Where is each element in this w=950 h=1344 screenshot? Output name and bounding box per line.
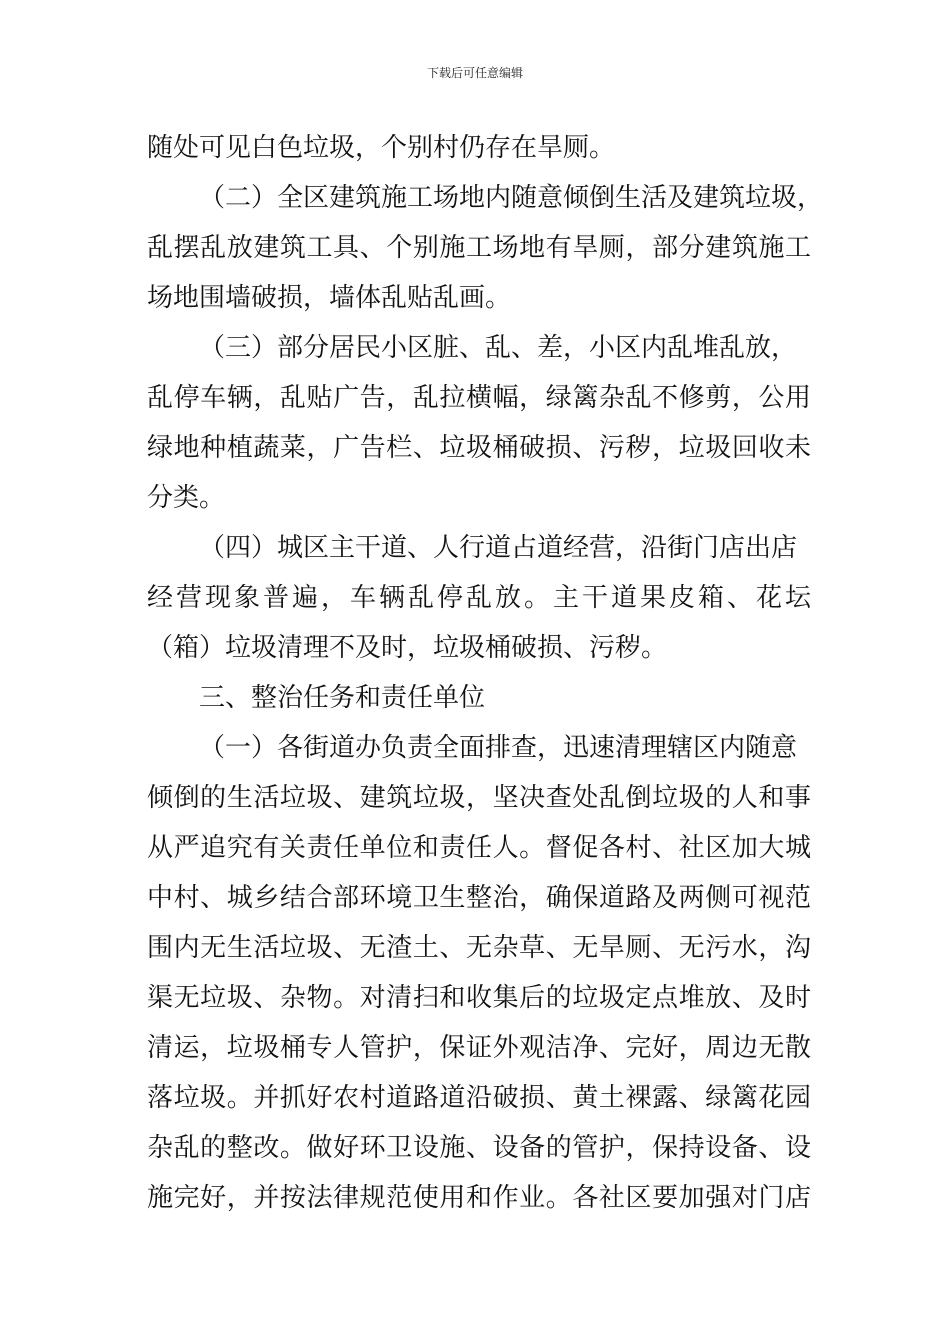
body-line: 清运，垃圾桶专人管护，保证外观洁净、完好，周边无散 bbox=[147, 1033, 811, 1063]
body-line: 落垃圾。并抓好农村道路道沿破损、黄土裸露、绿篱花园 bbox=[147, 1083, 811, 1113]
body-line: 围内无生活垃圾、无渣土、无杂草、无旱厕、无污水，沟 bbox=[147, 933, 811, 963]
body-line: 施完好，并按法律规范使用和作业。各社区要加强对门店 bbox=[147, 1183, 811, 1213]
body-line: 分类。 bbox=[147, 483, 226, 513]
section-heading: 三、整治任务和责任单位 bbox=[199, 683, 486, 713]
body-line: 场地围墙破损，墙体乱贴乱画。 bbox=[147, 283, 512, 313]
body-line: 乱摆乱放建筑工具、个别施工场地有旱厕，部分建筑施工 bbox=[147, 233, 811, 263]
body-line: 倾倒的生活垃圾、建筑垃圾，坚决查处乱倒垃圾的人和事 bbox=[147, 783, 811, 813]
body-line: （一）各街道办负责全面排查，迅速清理辖区内随意 bbox=[199, 733, 798, 763]
body-line: 经营现象普遍，车辆乱停乱放。主干道果皮箱、花坛 bbox=[147, 583, 811, 613]
body-line: 杂乱的整改。做好环卫设施、设备的管护，保持设备、设 bbox=[147, 1133, 811, 1163]
body-line: 中村、城乡结合部环境卫生整治，确保道路及两侧可视范 bbox=[147, 883, 811, 913]
body-line: 随处可见白色垃圾，个别村仍存在旱厕。 bbox=[147, 133, 616, 163]
body-line: 从严追究有关责任单位和责任人。督促各村、社区加大城 bbox=[147, 833, 811, 863]
body-line: 乱停车辆，乱贴广告，乱拉横幅，绿篱杂乱不修剪，公用 bbox=[147, 383, 811, 413]
body-line: 渠无垃圾、杂物。对清扫和收集后的垃圾定点堆放、及时 bbox=[147, 983, 811, 1013]
body-line: 绿地种植蔬菜，广告栏、垃圾桶破损、污秽，垃圾回收未 bbox=[147, 433, 811, 463]
body-line: （箱）垃圾清理不及时，垃圾桶破损、污秽。 bbox=[147, 633, 668, 663]
body-line: （四）城区主干道、人行道占道经营，沿街门店出店 bbox=[199, 533, 798, 563]
body-line: （三）部分居民小区脏、乱、差，小区内乱堆乱放， bbox=[199, 333, 798, 363]
page-header: 下载后可任意编辑 bbox=[426, 66, 523, 80]
body-line: （二）全区建筑施工场地内随意倾倒生活及建筑垃圾， bbox=[199, 183, 824, 213]
